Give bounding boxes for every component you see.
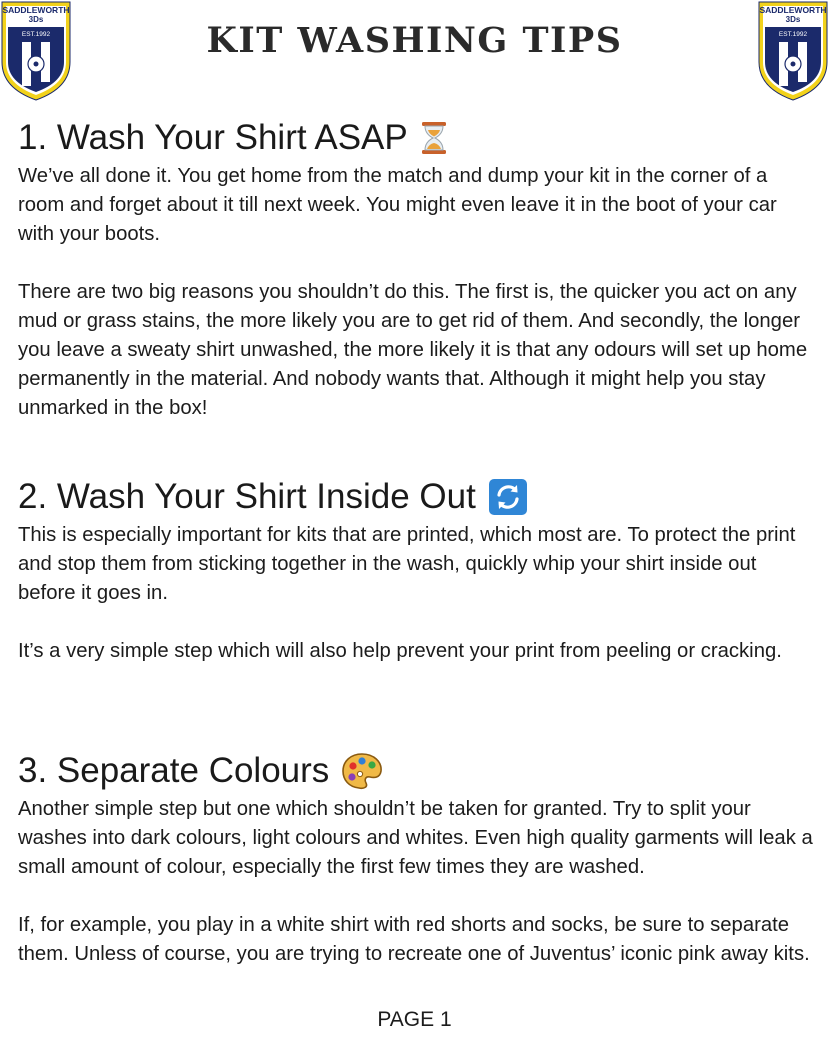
crest-team-name: 3Ds [785,15,801,24]
club-crest-right [757,0,829,102]
refresh-arrows-icon [488,478,528,516]
artist-palette-icon [341,752,383,790]
crest-team-name: 3Ds [28,15,44,24]
paragraph: This is especially important for kits that are printed, which most are. To protect the print and stop them from sticking together in the wash, quickly whip your shirt inside out before it goes in. [18,524,796,604]
paragraph: If, for example, you play in a white shirt with red shorts and socks, be sure to separate them. Unless of course, you are trying to recreate one of Juventus’ iconic pink away kits. [18,914,810,965]
crest-club-name: SADDLEWORTH [759,5,827,15]
section-heading [18,747,818,795]
paragraph: Another simple step but one which shouldn’t be taken for granted. Try to split your washes into dark colours, light colours and whites. Even high quality garments will leak a small amount of colour, especially the first few times they are washed. [18,798,813,878]
page-title: KIT WASHING TIPS [206,20,623,61]
section-heading-text: 2. Wash Your Shirt Inside Out [18,477,476,516]
section-heading-text: 1. Wash Your Shirt ASAP [18,118,408,157]
paragraph: There are two big reasons you shouldn’t do this. The first is, the quicker you act on any mud or grass stains, the more likely you are to get rid of them. And secondly, the longer you leave a sweaty shirt unwashed, the more likely it is that any odours will set up home permanently in the material. And nobody wants that. Although it might help you stay unmarked in the box! [18,281,808,419]
crest-club-name: SADDLEWORTH [2,5,70,15]
tip-section-separate-colours [18,747,818,969]
tip-section-wash-asap [18,114,818,423]
section-heading [18,473,818,521]
tip-section-inside-out [18,473,818,666]
page-number: PAGE 1 [377,1008,452,1031]
hourglass-icon [420,121,448,155]
section-heading [18,114,818,162]
section-heading-text: 3. Separate Colours [18,751,330,790]
crest-est: EST.1992 [21,31,51,38]
crest-est: EST.1992 [778,31,808,38]
page-header [0,0,829,110]
paragraph: We’ve all done it. You get home from the match and dump your kit in the corner of a room and forget about it till next week. You might even leave it in the boot of your car with your boots. [18,165,777,245]
paragraph: It’s a very simple step which will also help prevent your print from peeling or cracking. [18,640,782,662]
